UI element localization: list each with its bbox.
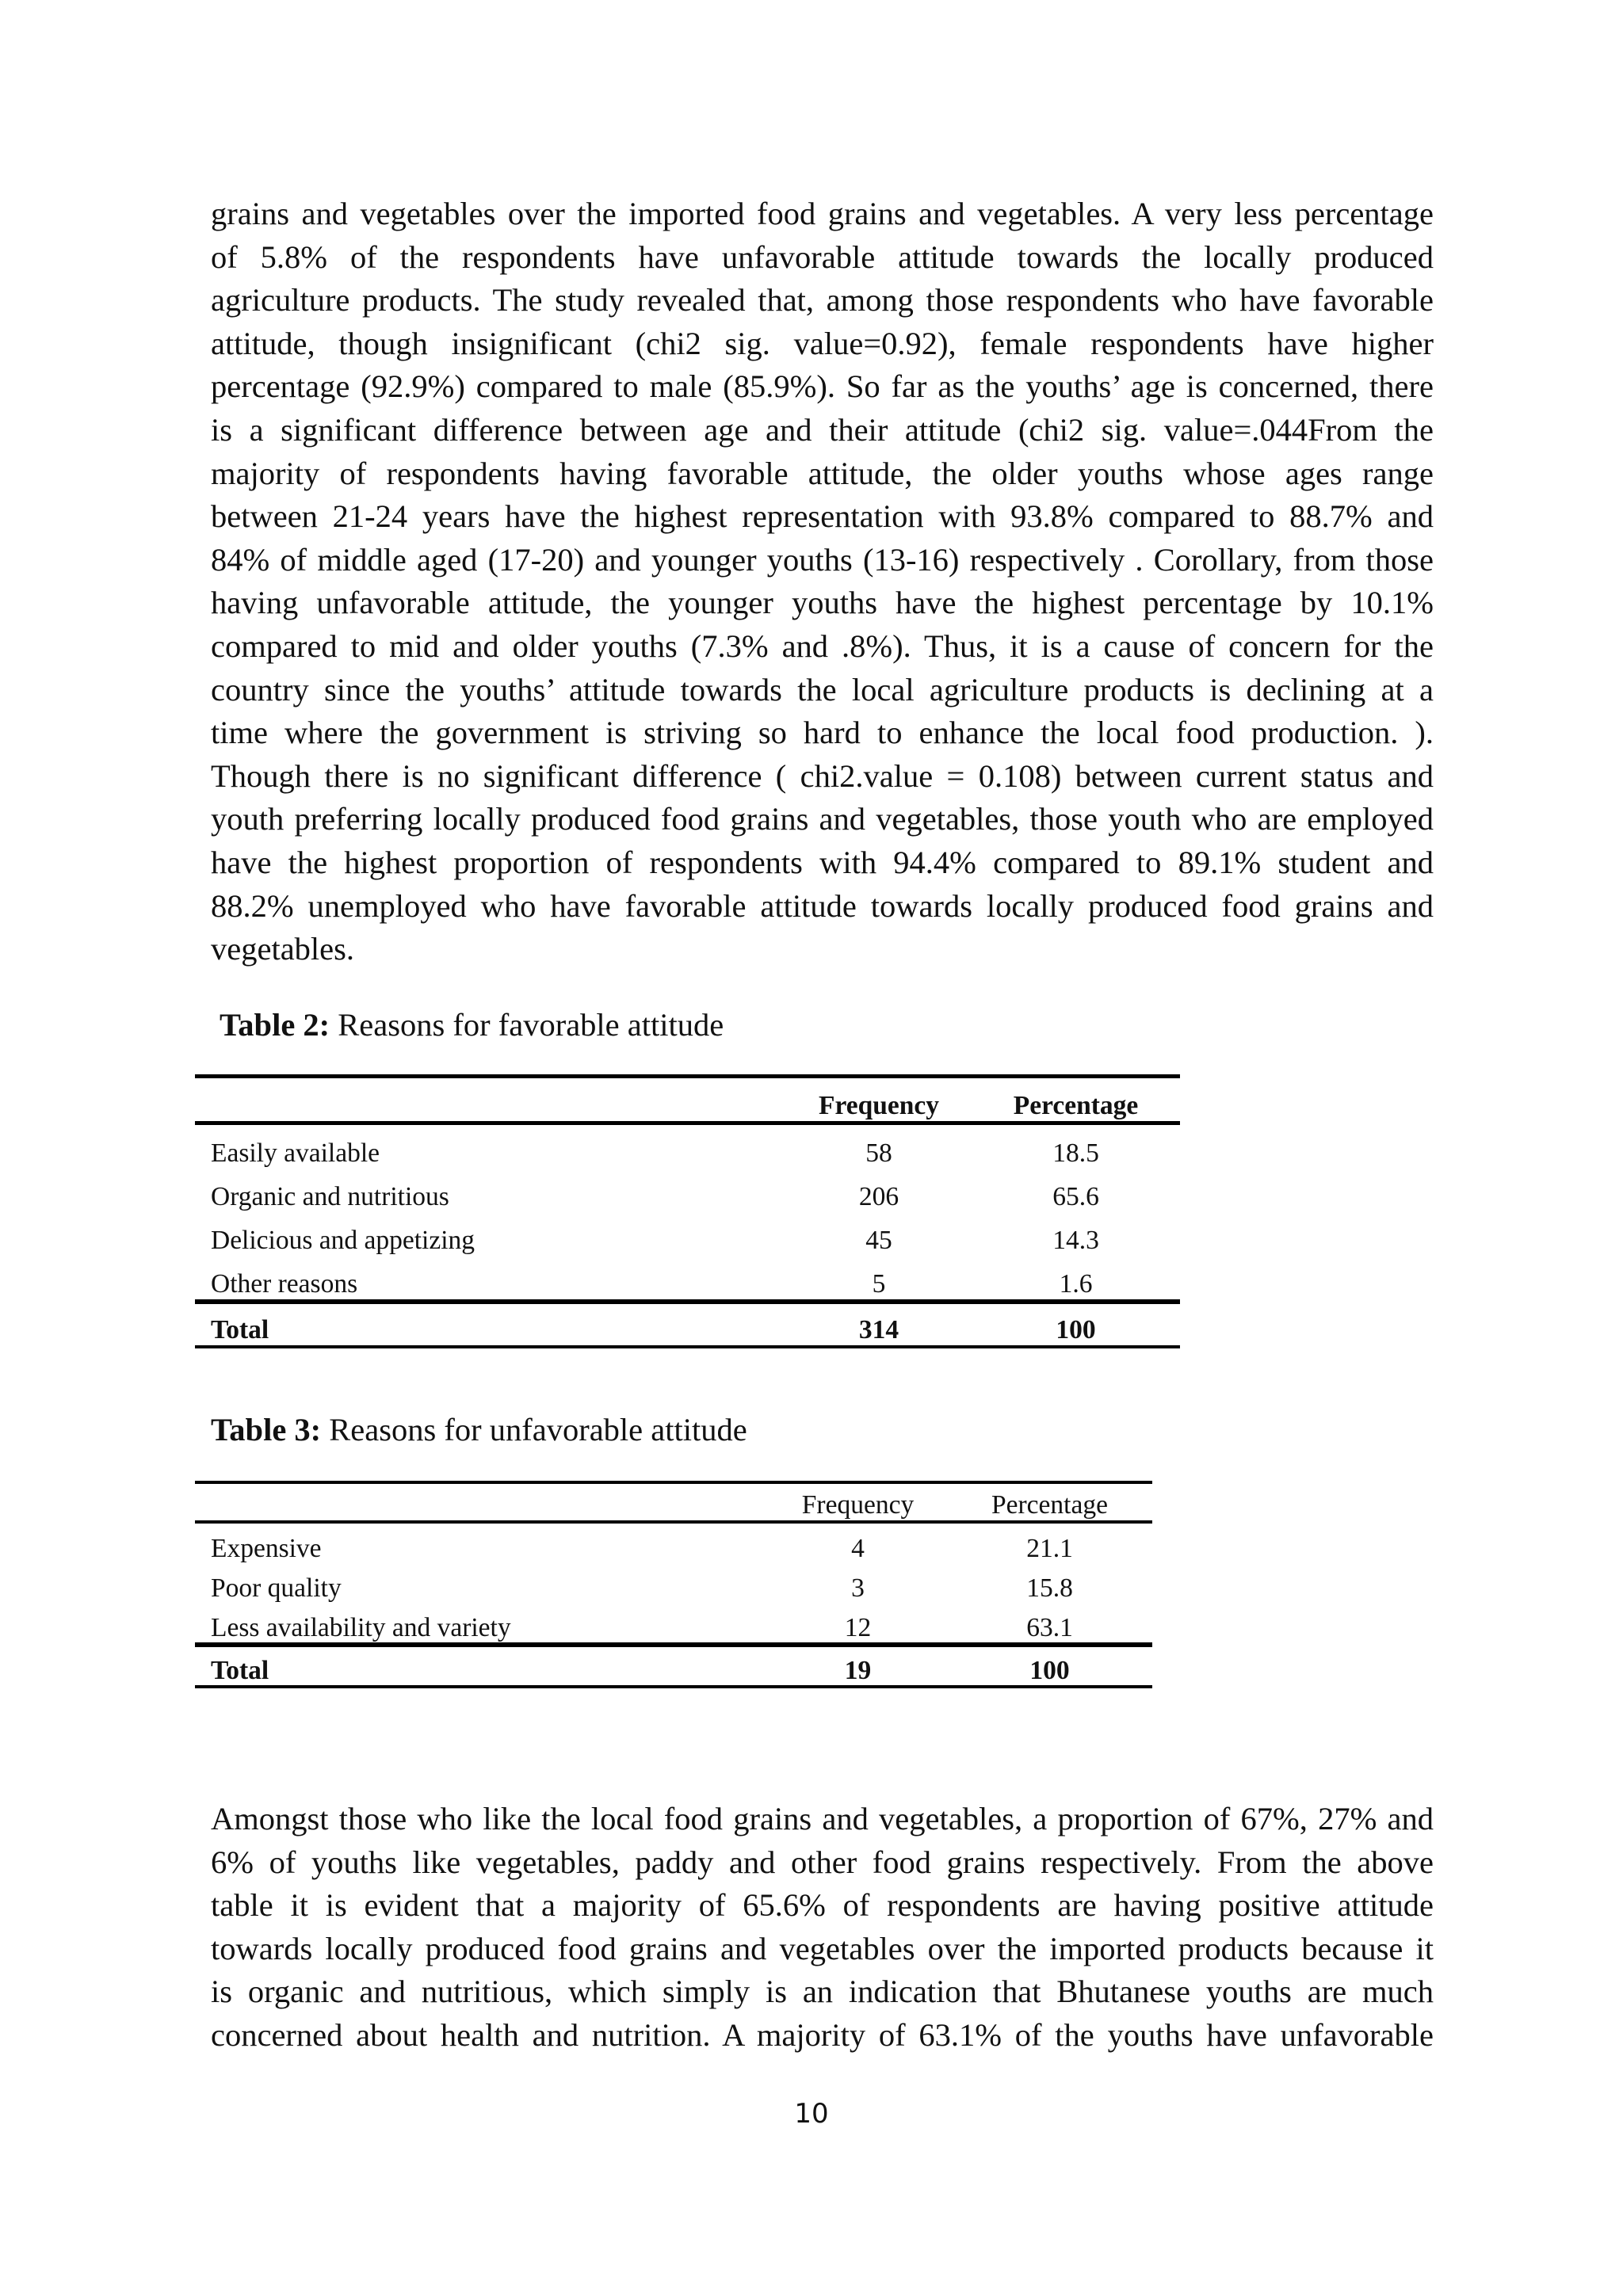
table-total-row (195, 1302, 1180, 1347)
row-label: Organic and nutritious (211, 1182, 449, 1211)
header-cell-frequency: Frequency (801, 1490, 915, 1520)
row-frequency: 12 (844, 1613, 872, 1642)
row-frequency: 3 (851, 1573, 865, 1603)
text-line: 88.2% unemployed who have favorable attitude towards locally produced food grains and (211, 887, 1434, 924)
table-row (195, 1256, 1180, 1302)
row-percentage: 65.6 (1052, 1182, 1099, 1211)
table-3-title: Reasons for unfavorable attitude (321, 1412, 747, 1447)
text-line: 84% of middle aged (17-20) and younger youths (13-16) respectively . Corollary, from those (211, 541, 1434, 578)
text-line: time where the government is striving so hard to enhance the local food production. ). (211, 715, 1434, 751)
table-row (195, 1603, 1152, 1645)
text-line: Though there is no significant difference ( chi2.value = 0.108) between current status and (211, 757, 1434, 794)
text-line: vegetables. (211, 931, 355, 967)
row-percentage: 15.8 (1026, 1573, 1073, 1603)
header-cell-percentage: Percentage (1013, 1091, 1139, 1120)
total-percentage: 100 (1056, 1315, 1096, 1344)
header-cell-frequency: Frequency (819, 1091, 939, 1120)
text-line: youth preferring locally produced food grains and vegetables, those youth who are employed (211, 801, 1434, 837)
table-3-caption (211, 1411, 747, 1449)
row-label: Other reasons (211, 1269, 358, 1299)
row-frequency: 4 (851, 1534, 865, 1563)
header-cell-percentage: Percentage (991, 1490, 1108, 1520)
text-line: is organic and nutritious, which simply is an indication that Bhutanese youths are much (211, 1974, 1434, 2010)
text-line: compared to mid and older youths (7.3% and .8%). Thus, it is a cause of concern for the (211, 627, 1434, 664)
text-line: of 5.8% of the respondents have unfavorable attitude towards the locally produced (211, 238, 1434, 275)
text-line: grains and vegetables over the imported food grains and vegetables. A very less percentage (211, 196, 1434, 231)
table-3-label: Table 3: (211, 1412, 322, 1447)
text-line: having unfavorable attitude, the younger youths have the highest percentage by 10.1% (211, 585, 1434, 621)
header-cell-blank (195, 1482, 769, 1522)
row-percentage: 63.1 (1026, 1613, 1073, 1642)
text-line: majority of respondents having favorable attitude, the older youths whose ages range (211, 455, 1434, 491)
table-3 (195, 1481, 1152, 1688)
table-total-row (195, 1645, 1152, 1687)
header-cell-blank (195, 1077, 786, 1123)
text-line: towards locally produced food grains and vegetables over the imported products because it (211, 1930, 1434, 1966)
row-frequency: 45 (865, 1226, 892, 1255)
table-row (195, 1522, 1152, 1563)
table-2-label: Table 2: (220, 1007, 330, 1043)
row-label: Poor quality (211, 1573, 342, 1603)
row-percentage: 14.3 (1052, 1226, 1099, 1255)
text-line: concerned about health and nutrition. A majority of 63.1% of the youths have unfavorable (211, 2016, 1434, 2053)
text-line: attitude, though insignificant (chi2 sig. value=0.92), female respondents have higher (211, 325, 1434, 361)
body-paragraph-2 (211, 1798, 1434, 2058)
table-2-title: Reasons for favorable attitude (330, 1007, 724, 1043)
text-line: between 21-24 years have the highest representation with 93.8% compared to 88.7% and (211, 498, 1434, 535)
text-line: 6% of youths like vegetables, paddy and other food grains respectively. From the above (211, 1844, 1434, 1880)
row-percentage: 18.5 (1052, 1138, 1099, 1168)
text-line: table it is evident that a majority of 65.6% of respondents are having positive attitude (211, 1887, 1434, 1924)
table-row (195, 1212, 1180, 1256)
row-frequency: 206 (858, 1182, 899, 1211)
table-row (195, 1563, 1152, 1603)
total-label: Total (211, 1315, 269, 1344)
table-row (195, 1169, 1180, 1212)
row-label: Less availability and variety (211, 1613, 511, 1642)
text-line: is a significant difference between age and their attitude (chi2 sig. value=.044From the (211, 411, 1434, 448)
text-line: Amongst those who like the local food grains and vegetables, a proportion of 67%, 27% and (211, 1801, 1434, 1836)
table-header-row (195, 1482, 1152, 1522)
total-frequency: 19 (844, 1656, 872, 1685)
text-line: have the highest proportion of respondents with 94.4% compared to 89.1% student and (211, 844, 1434, 880)
table-header-row (195, 1077, 1180, 1123)
text-line: country since the youths’ attitude towards the local agriculture products is declining at a (211, 671, 1434, 707)
row-frequency: 5 (872, 1269, 886, 1299)
table-2-caption (220, 1006, 724, 1044)
row-percentage: 21.1 (1026, 1534, 1073, 1563)
body-paragraph-1 (211, 193, 1434, 971)
text-line: percentage (92.9%) compared to male (85.9%). So far as the youths’ age is concerned, there (211, 368, 1434, 405)
table-2 (195, 1074, 1180, 1348)
row-label: Delicious and appetizing (211, 1226, 475, 1255)
total-label: Total (211, 1656, 269, 1685)
table-row (195, 1123, 1180, 1169)
page-number: 10 (794, 2098, 829, 2130)
row-label: Expensive (211, 1534, 322, 1563)
row-frequency: 58 (865, 1138, 892, 1168)
row-label: Easily available (211, 1138, 380, 1168)
text-line: agriculture products. The study revealed that, among those respondents who have favorable (211, 282, 1434, 318)
total-frequency: 314 (858, 1315, 899, 1344)
total-percentage: 100 (1029, 1656, 1070, 1685)
row-percentage: 1.6 (1059, 1269, 1093, 1299)
